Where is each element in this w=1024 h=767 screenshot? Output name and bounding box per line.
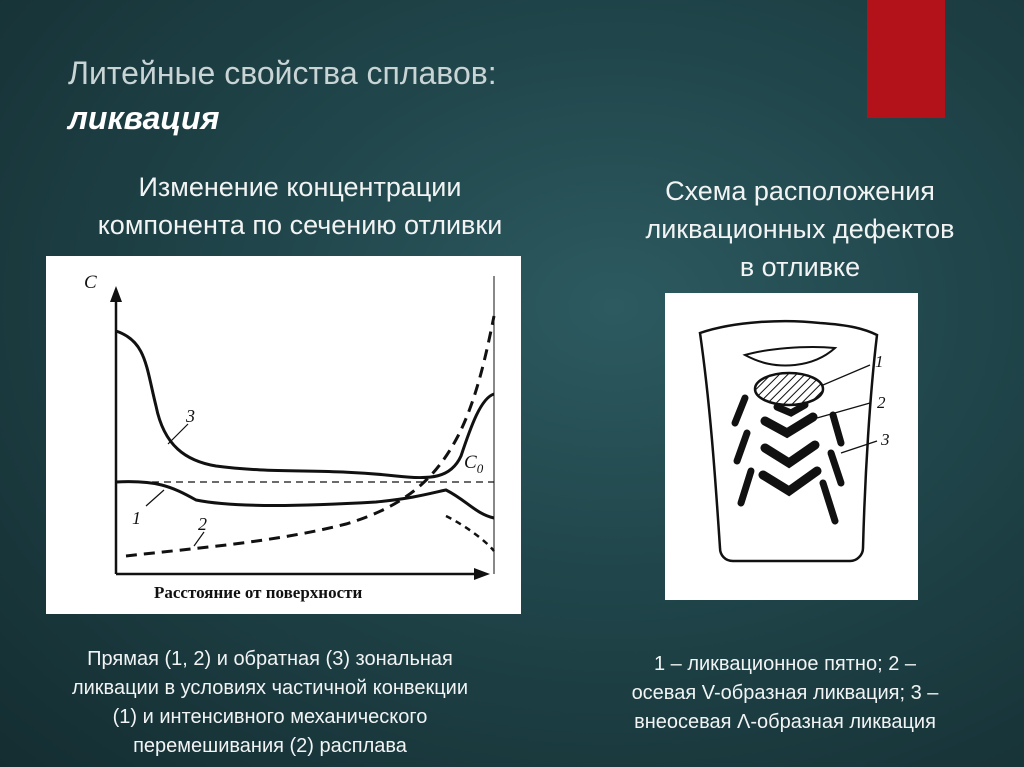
- curve-3-label: 3: [186, 406, 195, 426]
- left-caption-line-1: Прямая (1, 2) и обратная (3) зональная: [87, 648, 453, 670]
- right-heading: [590, 172, 1010, 286]
- shrinkage-cavity: [745, 347, 835, 366]
- x-axis-label: Расстояние от поверхности: [154, 583, 363, 602]
- v-segregation-2: [765, 445, 815, 463]
- off-axis-segregation-1: [735, 398, 745, 423]
- concentration-graph: [46, 256, 521, 614]
- curve-1-leader: [146, 490, 164, 506]
- y-axis-arrow: [110, 286, 122, 302]
- label-1-leader: [823, 365, 870, 385]
- left-heading-line-1: Изменение концентрации: [138, 172, 462, 202]
- concentration-graph-svg: [46, 256, 521, 614]
- red-accent-bar: [867, 0, 945, 118]
- right-heading-line-1: Схема расположения: [665, 176, 935, 206]
- left-heading: [20, 168, 580, 244]
- casting-outline: [700, 321, 877, 561]
- off-axis-segregation-6: [823, 483, 835, 521]
- diagram-label-3: 3: [881, 430, 890, 449]
- right-caption-line-3: внеосевая Λ-образная ликвация: [634, 711, 936, 733]
- diagram-label-2: 2: [877, 393, 886, 412]
- left-caption-line-4: перемешивания (2) расплава: [133, 735, 407, 757]
- casting-defect-svg: [665, 293, 918, 600]
- curve-2: [126, 316, 494, 556]
- right-caption: [575, 650, 995, 737]
- curve-2-leader: [194, 532, 204, 546]
- casting-defect-diagram: [665, 293, 918, 600]
- curve-3-leader: [168, 424, 188, 444]
- curve-1-tail: [446, 516, 494, 551]
- right-caption-line-1: 1 – ликвационное пятно; 2 –: [653, 653, 917, 675]
- off-axis-segregation-4: [833, 415, 841, 443]
- curve-1: [116, 482, 494, 518]
- y-axis-label: C: [84, 272, 97, 293]
- v-segregation-3: [763, 471, 817, 491]
- segregation-spot: [755, 373, 823, 405]
- left-heading-line-2: компонента по сечению отливки: [97, 210, 503, 240]
- curve-1-label: 1: [132, 508, 141, 528]
- off-axis-segregation-3: [741, 471, 751, 503]
- right-heading-line-2: ликвационных дефектов: [645, 214, 955, 244]
- slide-title-emphasis: ликвация: [68, 100, 220, 136]
- off-axis-segregation-5: [831, 453, 841, 483]
- curve-3: [116, 331, 494, 478]
- curve-2-label: 2: [198, 514, 207, 534]
- off-axis-segregation-2: [737, 433, 747, 461]
- left-caption: [10, 645, 530, 761]
- diagram-label-1: 1: [875, 352, 884, 371]
- v-segregation-1: [765, 417, 813, 433]
- right-heading-line-3: в отливке: [739, 252, 861, 282]
- reference-c0-label: $C_0$: [464, 452, 484, 476]
- left-caption-line-2: ликвации в условиях частичной конвекции: [71, 677, 469, 699]
- right-caption-line-2: осевая V-образная ликвация; 3 –: [631, 682, 939, 704]
- left-caption-line-3: (1) и интенсивного механического: [112, 706, 428, 728]
- x-axis-arrow: [474, 568, 490, 580]
- label-3-leader: [841, 441, 877, 453]
- slide-title: Литейные свойства сплавов:: [68, 55, 497, 91]
- label-2-leader: [817, 403, 870, 418]
